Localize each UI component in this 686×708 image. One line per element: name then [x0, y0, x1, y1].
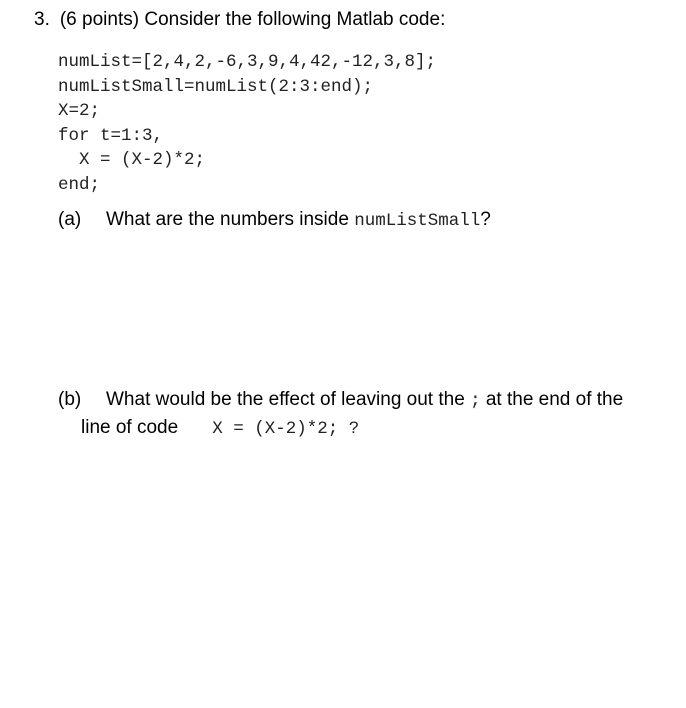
part-a-label: (a) [58, 209, 82, 230]
part-b-semicolon: ; [470, 391, 481, 411]
question-prompt: Consider the following Matlab code: [144, 9, 446, 30]
matlab-code-block [58, 50, 436, 197]
question-number: 3. [34, 9, 50, 30]
code-line: X=2; [58, 101, 101, 121]
question-points: (6 points) [59, 9, 140, 30]
part-a-end: ? [480, 209, 491, 230]
code-line: end; [58, 174, 101, 195]
part-b-line2-text: line of code [81, 417, 179, 438]
code-line: X = (X-2)*2; [58, 150, 206, 170]
part-b-line2-end: ? [338, 419, 360, 439]
part-b-question [58, 386, 623, 415]
code-line: for t=1:3, [58, 125, 164, 146]
part-b-text: What would be the effect of leaving out the [106, 389, 471, 410]
part-b-text-middle: at the end of the [480, 389, 624, 410]
question-header [34, 9, 445, 31]
part-b-question-line2 [81, 414, 359, 443]
part-a-code: numListSmall [354, 211, 481, 231]
code-line: numList=[2,4,2,-6,3,9,4,42,-12,3,8]; [58, 52, 437, 72]
part-a-text: What are the numbers inside [106, 209, 355, 230]
part-b-label: (b) [58, 389, 82, 410]
part-a-question [58, 206, 491, 235]
part-b-line2-code: X = (X-2)*2; [212, 419, 339, 439]
code-line: numListSmall=numList(2:3:end); [58, 76, 374, 97]
